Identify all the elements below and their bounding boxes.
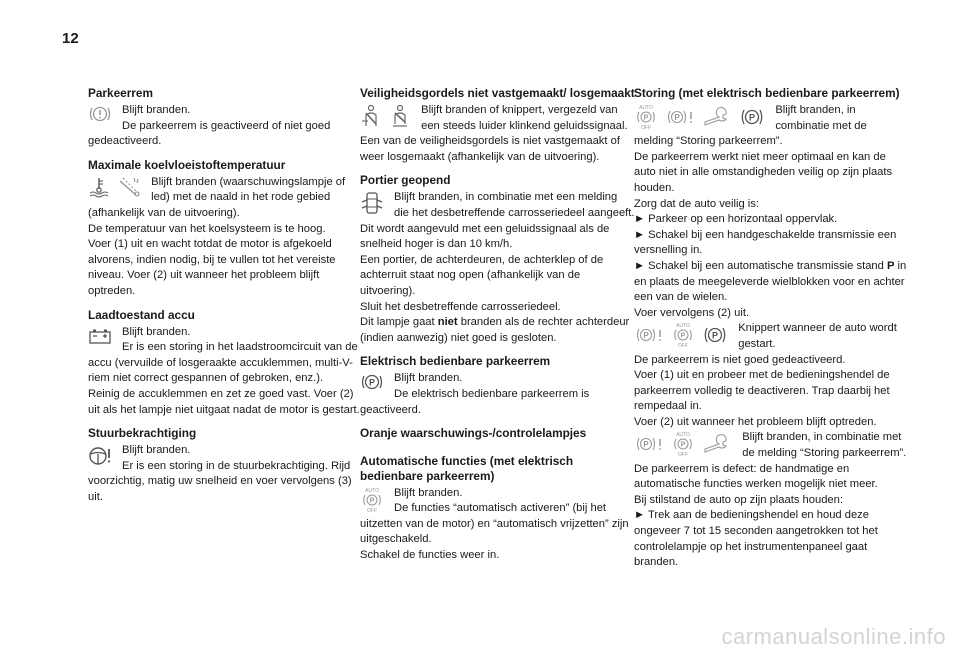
storing-block-1: [634, 103, 909, 321]
icon-group: [360, 487, 388, 513]
section-parkeerrem: [88, 86, 363, 150]
text-line: Schakel de functies weer in.: [360, 549, 500, 562]
svg-text:AUTO: AUTO: [365, 487, 379, 494]
icon-group: [88, 326, 116, 346]
text-line: Voer (2) uit wanneer het probleem blijft optreden.: [634, 415, 877, 428]
section-elektrisch: [360, 354, 635, 418]
storing-block-3: [634, 430, 909, 570]
icon-group: [634, 431, 736, 457]
svg-text:OFF: OFF: [678, 452, 689, 458]
text-line: De temperatuur van het koelsysteem is te hoog.: [88, 222, 326, 235]
text-line: Dit wordt aangevuld met een geluidssignaal als de snelheid hoger is dan 10 km/h.: [360, 222, 610, 251]
svg-text:P: P: [368, 377, 376, 388]
icon-group: [360, 104, 415, 128]
seatbelt-alt-icon: [389, 104, 411, 128]
door-open-icon: [360, 191, 384, 215]
parking-fault-icon: [634, 431, 664, 457]
text-line: Er is een storing in de stuurbekrachtiging. Rijd voorzichtig, matig uw snelheid en voer vervolgens (3) uit.: [88, 459, 352, 503]
text-line: Blijft branden of knippert, vergezeld van een steeds luider klinkend geluidssignaal.: [421, 104, 628, 132]
text-line: Een portier, de achterdeuren, de achterklep of de achterruit staat nog open (afhankelijk van de uitvoering).: [360, 253, 604, 297]
section-title: Parkeerrem: [88, 86, 153, 100]
icon-group: [88, 104, 116, 124]
steering-warning-icon: [88, 444, 112, 468]
icon-group: [88, 444, 116, 468]
coolant-led-icon: [117, 176, 141, 198]
watermark: carmanualsonline.info: [721, 624, 946, 649]
text-line: Blijft branden.: [394, 486, 463, 499]
svg-text:AUTO: AUTO: [676, 323, 691, 330]
svg-text:OFF: OFF: [641, 125, 651, 130]
auto-off-icon: [360, 487, 384, 513]
text-line: De elektrisch bedienbare parkeerrem is geactiveerd.: [360, 387, 590, 416]
text-line: Blijft branden, in combinatie met de melding “Storing parkeerrem”.: [742, 431, 907, 460]
icon-group: [360, 191, 388, 215]
section-title: Portier geopend: [360, 173, 451, 188]
text-line: Blijft branden, in combinatie met een melding die het desbetreffende carrosseriedeel aangeeft.: [394, 191, 635, 219]
svg-text:AUTO: AUTO: [639, 105, 653, 111]
text-line: Blijft branden (waarschuwingslampje of led) met de naald in het rode gebied (afhankelijk van de uitvoering).: [88, 175, 346, 219]
text-line: De parkeerrem werkt niet meer optimaal en kan de auto niet in alle omstandigheden veilig op zijn plaats houden.: [634, 150, 893, 194]
text-line: Een van de veiligheidsgordels is niet vastgemaakt of weer losgemaakt (afhankelijk van de uitvoering).: [360, 135, 620, 163]
text-line: Voer (1) uit en wacht totdat de motor is afgekoeld alvorens, indien nodig, bij te vullen tot het vereiste niveau. Voer (2) uit wanneer het probleem blijft optreden.: [88, 238, 336, 297]
text-line: Sluit het desbetreffende carrosseriedeel.: [360, 300, 561, 313]
parking-fault-icon: [665, 104, 695, 130]
text-line: Blijft branden.: [122, 104, 191, 116]
text-line: Knippert wanneer de auto wordt gestart.: [738, 322, 897, 350]
text-line: Er is een storing in het laadstroomcircuit van de accu (vervuilde of losgeraakte accuklemmen, multi-V-riem niet correct gespannen of gebroken, enz.).: [88, 341, 358, 385]
section-heading-orange: Oranje waarschuwings-/controlelampjes: [360, 426, 587, 441]
icon-group: [634, 104, 769, 130]
section-title: Automatische functies (met elektrisch bedienbare parkeerrem): [360, 453, 574, 483]
section-koelvloeistof: [88, 158, 363, 300]
text-line: De parkeerrem is niet goed gedeactiveerd.: [634, 353, 846, 366]
svg-text:OFF: OFF: [678, 343, 689, 349]
svg-text:P: P: [680, 332, 686, 340]
text-line: ► Schakel bij een automatische transmissie stand P in en plaats de meegeleverde wielblokken voor en achter een van de wielen.: [634, 259, 907, 304]
parking-brake-icon: [702, 322, 728, 348]
section-title: Veiligheidsgordels niet vastgemaakt/ losgemaakt: [360, 86, 635, 100]
section-accu: [88, 308, 363, 419]
section-title: Laadtoestand accu: [88, 307, 195, 322]
auto-off-icon: [671, 431, 695, 457]
parking-brake-icon: [739, 104, 765, 130]
text-line: Zorg dat de auto veilig is:: [634, 197, 759, 210]
text-line: De functies “automatisch activeren” (bij het uitzetten van de motor) en “automatisch vrijzetten” zijn uitgeschakeld.: [360, 502, 629, 546]
svg-text:P: P: [712, 330, 719, 341]
svg-text:P: P: [643, 114, 649, 122]
parking-brake-icon: [360, 372, 384, 392]
text-line: ► Trek aan de bedieningshendel en houd deze ongeveer 7 tot 15 seconden aangetrokken tot het controlelampje op het instrumentenpaneel gaat branden.: [634, 509, 878, 569]
svg-text:AUTO: AUTO: [676, 432, 691, 439]
text-line: ► Parkeer op een horizontaal oppervlak.: [634, 213, 838, 226]
wrench-icon: [702, 104, 732, 130]
text-line: Blijft branden, in combinatie met de melding “Storing parkeerrem”.: [634, 104, 867, 148]
svg-text:OFF: OFF: [367, 507, 377, 513]
text-line: Voer vervolgens (2) uit.: [634, 306, 750, 319]
text-line: De parkeerrem is defect: de handmatige en automatische functies werken mogelijk niet meer.: [634, 462, 878, 491]
section-storing: [634, 86, 909, 571]
parking-fault-icon: [634, 322, 664, 348]
svg-text:P: P: [680, 441, 686, 449]
icon-group: [634, 322, 732, 348]
auto-off-icon: [671, 322, 695, 348]
page-number: 12: [62, 30, 79, 47]
wrench-icon: [702, 431, 732, 457]
text-line: Blijft branden.: [122, 325, 191, 338]
text-line: Blijft branden.: [394, 372, 463, 385]
column-1: [88, 86, 363, 513]
icon-group: [88, 176, 145, 198]
section-auto: [360, 454, 635, 564]
text-line: Bij stilstand de auto op zijn plaats houden:: [634, 493, 843, 506]
svg-text:P: P: [643, 440, 649, 450]
storing-block-2: [634, 321, 909, 430]
column-3: [634, 86, 909, 579]
text-line: Dit lampje gaat niet branden als de rechter achterdeur (indien aanwezig) niet goed is gesloten.: [360, 316, 630, 344]
section-stuur: [88, 426, 363, 505]
seatbelt-icon: [360, 104, 382, 128]
text-line: Blijft branden.: [122, 444, 191, 457]
section-title: Stuurbekrachtiging: [88, 426, 197, 441]
svg-text:P: P: [749, 112, 756, 123]
svg-text:P: P: [369, 497, 375, 505]
brake-warning-icon: [88, 104, 112, 124]
section-portier: [360, 173, 635, 346]
battery-icon: [88, 326, 112, 346]
section-title: Elektrisch bedienbare parkeerrem: [360, 354, 551, 369]
text-line: De parkeerrem is geactiveerd of niet goed gedeactiveerd.: [88, 119, 331, 148]
section-gordels: [360, 86, 635, 165]
text-line: Reinig de accuklemmen en zet ze goed vast. Voer (2) uit als het lampje niet uitgaat nadat de motor is gestart.: [88, 387, 360, 416]
section-title: Maximale koelvloeistoftemperatuur: [88, 157, 286, 172]
text-line: Voer (1) uit en probeer met de bedieningshendel de parkeerrem volledig te deactiveren. Trap daarbij het rempedaal in.: [634, 369, 890, 413]
column-2: [360, 86, 635, 572]
text-line: ► Schakel bij een handgeschakelde transmissie een versnelling in.: [634, 228, 897, 257]
svg-text:P: P: [674, 113, 680, 122]
section-title: Storing (met elektrisch bedienbare parkeerrem): [634, 86, 900, 100]
icon-group: [360, 372, 388, 392]
auto-off-icon: [634, 104, 658, 130]
coolant-temperature-icon: [88, 176, 110, 198]
svg-text:P: P: [643, 331, 649, 341]
